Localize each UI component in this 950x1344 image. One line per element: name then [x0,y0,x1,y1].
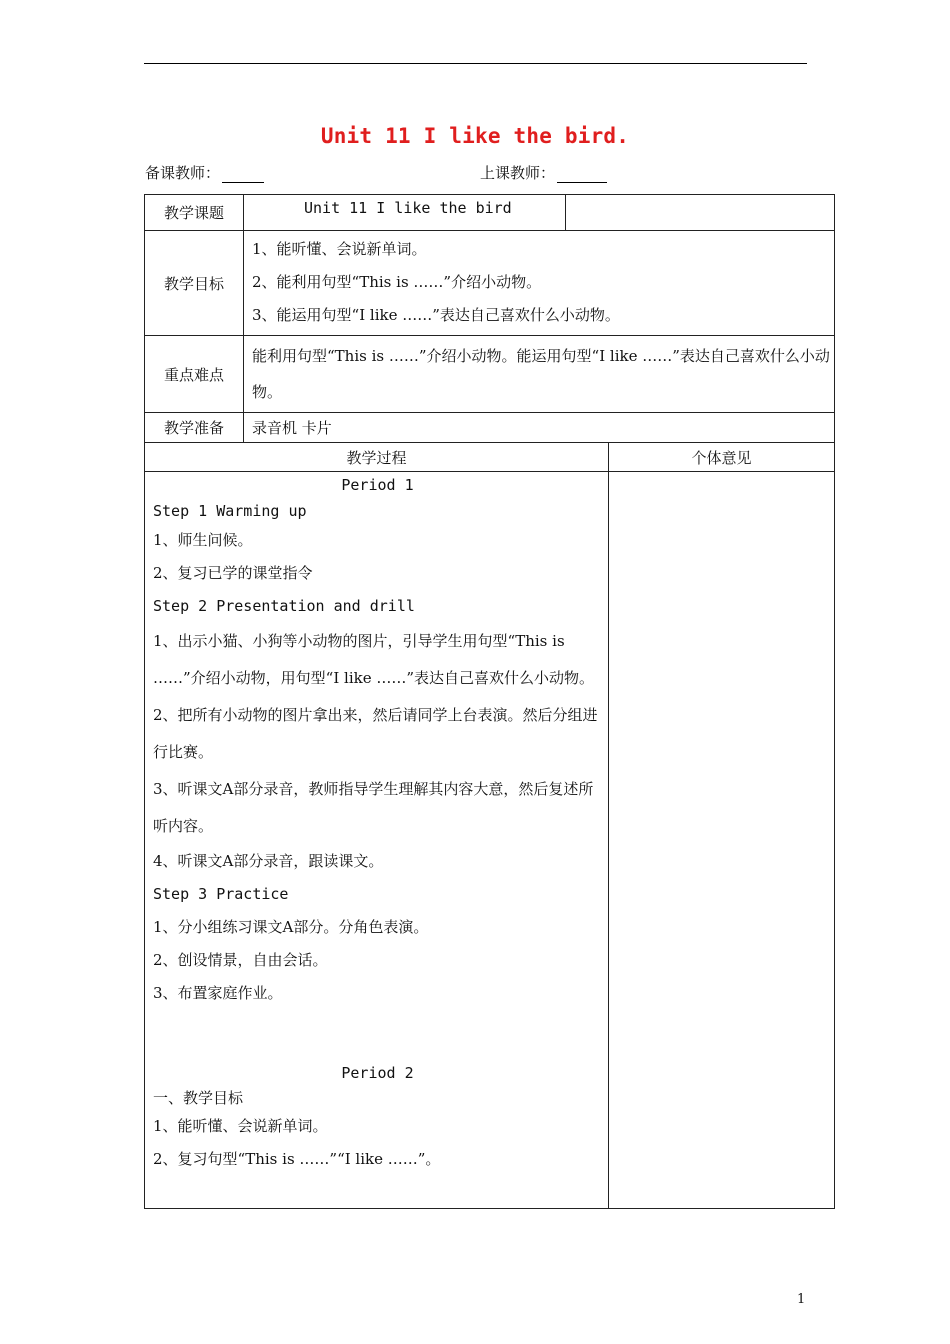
period1-title: Period 1 [341,476,414,494]
goal-item: 1、能听懂、会说新单词。 [252,240,427,258]
step3-item: 1、分小组练习课文A部分。分角色表演。 [153,918,429,936]
page-title: Unit 11 I like the bird. [320,124,630,148]
topic-label: 教学课题 [145,195,244,231]
spacer [153,1010,602,1060]
process-row [145,472,835,1209]
process-content [145,472,609,1209]
step2-item: 3、听课文A部分录音，教师指导学生理解其内容大意，然后复述所听内容。 [153,780,594,835]
topic-empty-cell [566,195,835,231]
period2-title: Period 2 [341,1064,414,1082]
keypoints-row [145,336,835,413]
step3-item: 2、创设情景，自由会话。 [153,951,328,969]
opinion-content [609,472,835,1209]
teach-teacher-blank [557,166,607,183]
step2-heading: Step 2 Presentation and drill [153,597,415,615]
step3-item: 3、布置家庭作业。 [153,984,283,1002]
goals-label: 教学目标 [145,231,244,336]
process-header: 教学过程 [145,443,609,472]
step1-item: 1、师生问候。 [153,531,253,549]
topic-row [145,195,835,231]
goal-item: 3、能运用句型“I like ……”表达自己喜欢什么小动物。 [252,306,620,324]
prep-teacher-label: 备课教师： [145,164,221,182]
step2-item: 4、听课文A部分录音，跟读课文。 [153,852,384,870]
teach-teacher-label: 上课教师： [480,164,556,182]
preparation-label: 教学准备 [145,413,244,443]
keypoints-text: 能利用句型“This is ……”介绍小动物。能运用句型“I like ……”表达自己喜欢什么小动物。 [244,336,835,413]
step2-item: 2、把所有小动物的图片拿出来，然后请同学上台表演。然后分组进行比赛。 [153,706,598,761]
page-number: 1 [797,1292,806,1307]
prep-teacher-blank [222,166,264,183]
step1-heading: Step 1 Warming up [153,502,307,520]
preparation-row [145,413,835,443]
keypoints-label: 重点难点 [145,336,244,413]
lesson-plan-table [144,194,835,1209]
period2-item: 2、复习句型“This is ……”“I like ……”。 [153,1150,441,1168]
goal-item: 2、能利用句型“This is ……”介绍小动物。 [252,273,542,291]
goals-row [145,231,835,336]
step1-item: 2、复习已学的课堂指令 [153,564,313,582]
step2-item: 1、出示小猫、小狗等小动物的图片，引导学生用句型“This is ……”介绍小动物，用句型“I like ……”表达自己喜欢什么小动物。 [153,632,595,687]
prep-teacher-field [145,162,264,183]
opinion-header: 个体意见 [609,443,835,472]
goals-content [244,231,835,336]
process-header-row [145,443,835,472]
step3-heading: Step 3 Practice [153,885,289,903]
period2-section: 一、教学目标 [153,1089,244,1107]
preparation-value: 录音机 卡片 [244,413,835,443]
header-rule [144,63,807,64]
period2-item: 1、能听懂、会说新单词。 [153,1117,328,1135]
topic-value: Unit 11 I like the bird [244,195,566,231]
teach-teacher-field [480,162,607,183]
